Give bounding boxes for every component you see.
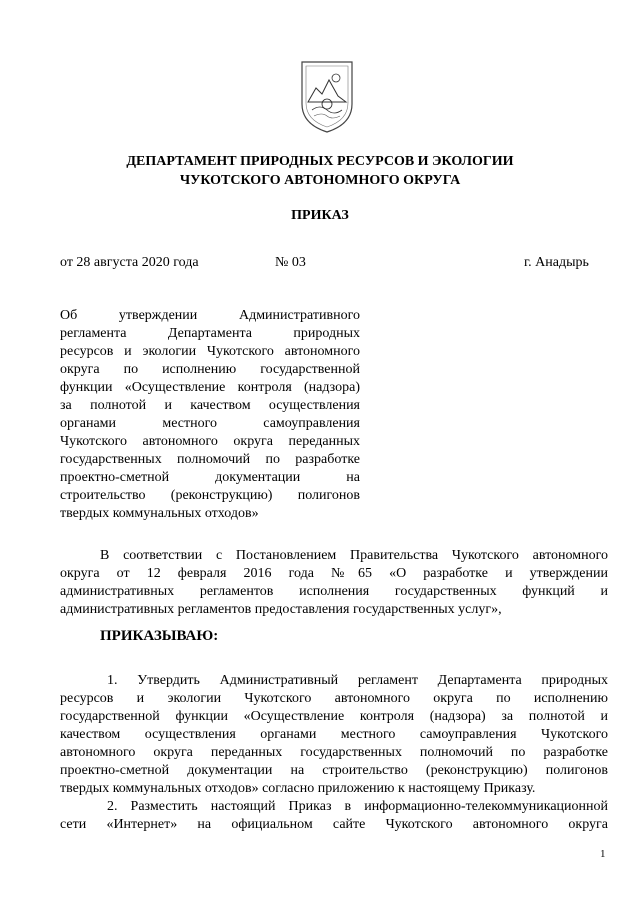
preamble-paragraph <box>60 547 608 619</box>
subject-line: органами местного самоуправления <box>60 416 360 431</box>
subject-line: проектно-сметной документации на <box>60 470 360 485</box>
item-line: государственной функции «Осуществление контроля (надзора) за полнотой и <box>60 709 608 724</box>
subject-line: Об утверждении Административного <box>60 308 360 323</box>
subject-line: государственных полномочий по разработке <box>60 452 360 467</box>
item-line: автономного округа переданных государственных полномочий по разработке <box>60 745 608 760</box>
subject-line: строительство (реконструкцию) полигонов <box>60 488 360 503</box>
item-line: 2. Разместить настоящий Приказ в информационно-телекоммуникационной <box>107 799 608 814</box>
page-number: 1 <box>600 848 606 860</box>
subject-line: регламента Департамента природных <box>60 326 360 341</box>
subject-line: функции «Осуществление контроля (надзора) <box>60 380 360 395</box>
item-line: 1. Утвердить Административный регламент Департамента природных <box>107 673 608 688</box>
item-line: сети «Интернет» на официальном сайте Чукотского автономного округа <box>60 817 608 832</box>
item-line: твердых коммунальных отходов» согласно приложению к настоящему Приказу. <box>60 781 536 796</box>
document-city: г. Анадырь <box>524 255 589 270</box>
document-subject <box>60 307 360 523</box>
preamble-line: административных регламентов исполнения государственных функций и <box>60 584 608 599</box>
department-name-line1: ДЕПАРТАМЕНТ ПРИРОДНЫХ РЕСУРСОВ И ЭКОЛОГИИ <box>126 154 514 169</box>
order-item-1 <box>60 672 608 798</box>
subject-line: Чукотского автономного округа переданных <box>60 434 360 449</box>
document-date: от 28 августа 2020 года <box>60 255 199 270</box>
document-number: № 03 <box>275 255 306 270</box>
subject-line: округа по исполнению государственной <box>60 362 360 377</box>
item-line: проектно-сметной документации на строительство (реконструкцию) полигонов <box>60 763 608 778</box>
coat-of-arms-icon <box>298 58 356 136</box>
subject-line: ресурсов и экологии Чукотского автономного <box>60 344 360 359</box>
item-line: ресурсов и экологии Чукотского автономного округа по исполнению <box>60 691 608 706</box>
preamble-line: В соответствии с Постановлением Правительства Чукотского автономного <box>100 548 608 563</box>
subject-line: за полнотой и качеством осуществления <box>60 398 360 413</box>
preamble-line: округа от 12 февраля 2016 года №65 «О разработке и утверждении <box>60 566 608 581</box>
order-heading: ПРИКАЗЫВАЮ: <box>100 628 219 644</box>
preamble-line: административных регламентов предоставления государственных услуг», <box>60 602 502 617</box>
order-item-2 <box>60 798 608 834</box>
subject-line: твердых коммунальных отходов» <box>60 506 259 521</box>
document-type: ПРИКАЗ <box>291 208 349 223</box>
department-name-line2: ЧУКОТСКОГО АВТОНОМНОГО ОКРУГА <box>179 173 461 188</box>
item-line: качеством осуществления органами местного самоуправления Чукотского <box>60 727 608 742</box>
